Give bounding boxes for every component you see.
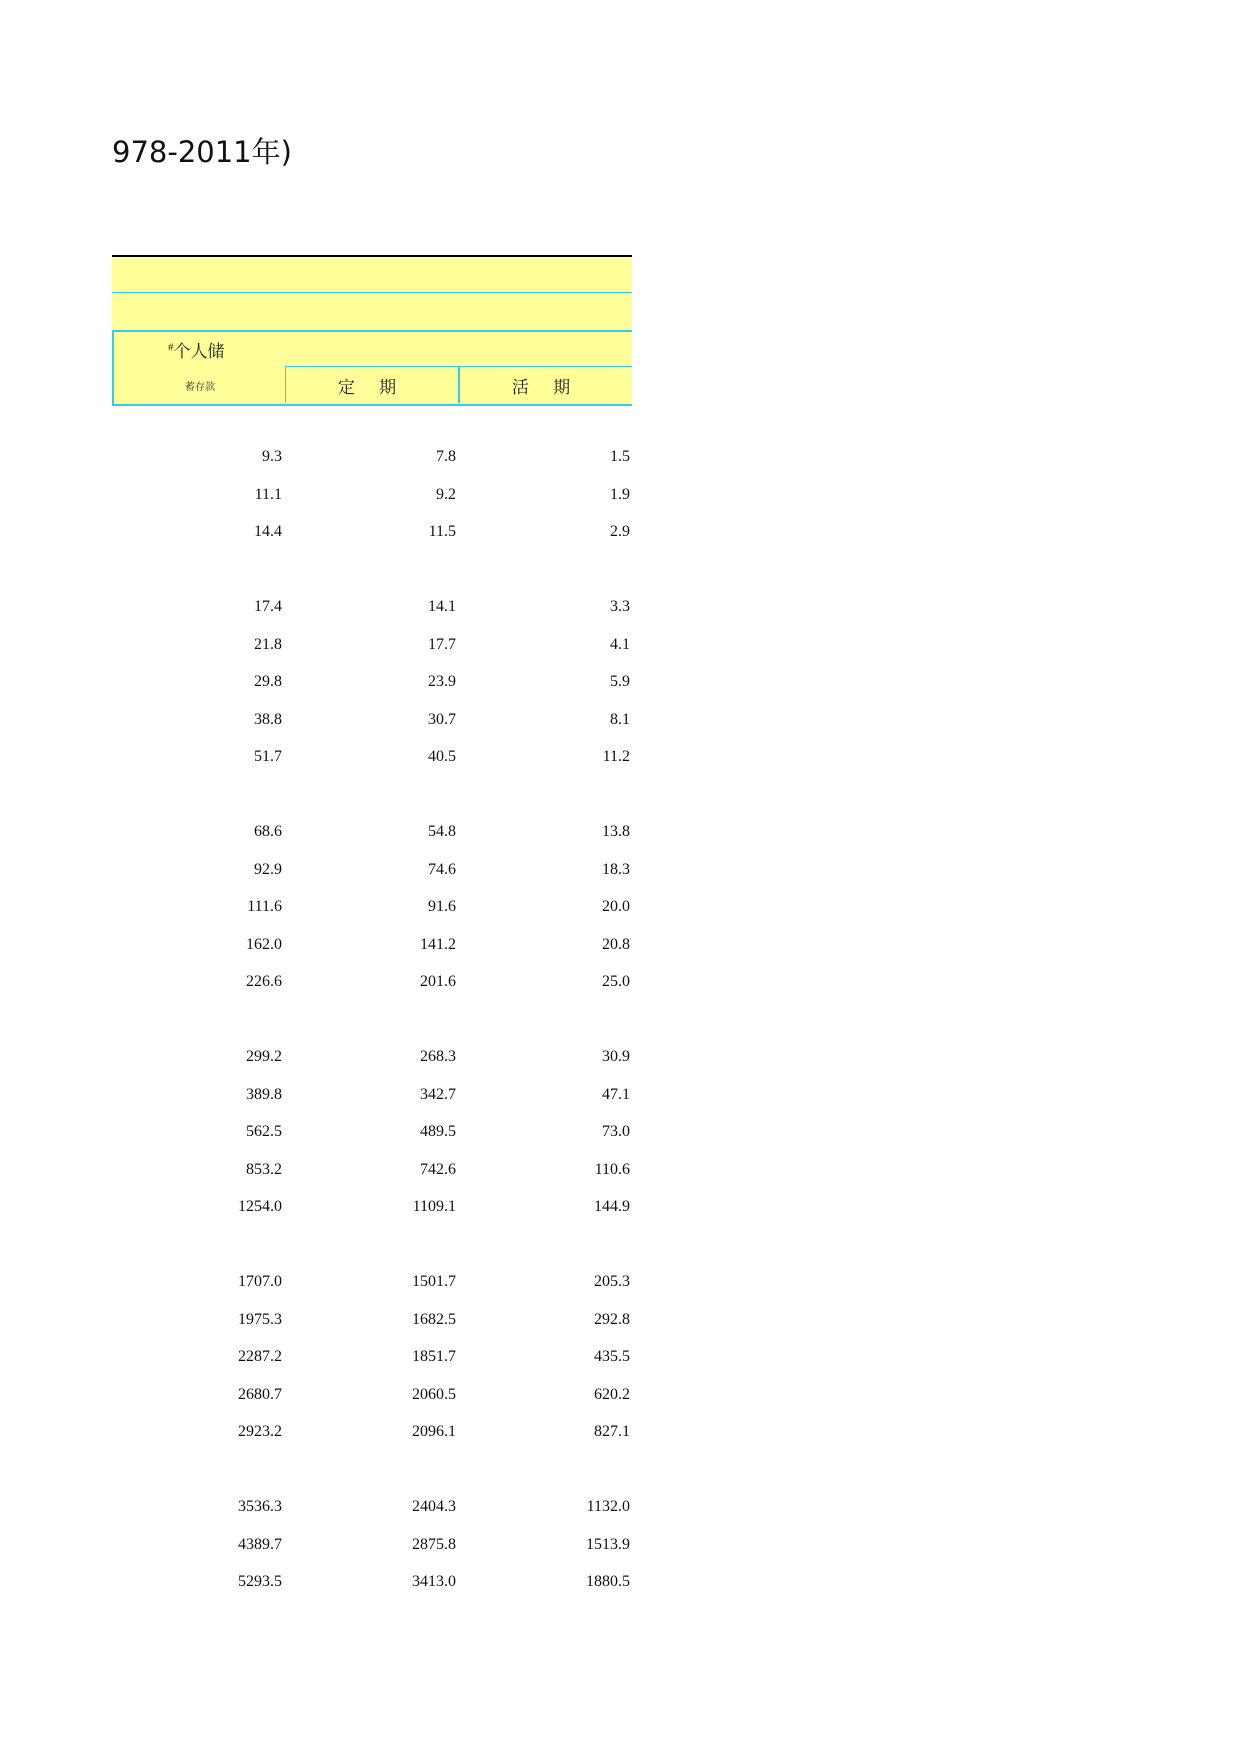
cell-personal-savings: 38.8	[254, 710, 282, 728]
cell-demand: 110.6	[594, 1160, 630, 1178]
page-title: 978-2011年)	[112, 135, 292, 169]
cell-personal-savings: 51.7	[254, 748, 282, 765]
cell-demand: 20.8	[602, 935, 630, 953]
cell-fixed-term: 141.2	[420, 935, 456, 953]
table-row	[112, 748, 632, 778]
cell-fixed-term: 30.7	[428, 710, 456, 728]
cell-fixed-term: 268.3	[420, 1048, 456, 1065]
cell-demand: 30.9	[602, 1048, 630, 1065]
cell-demand: 1880.5	[586, 1573, 630, 1590]
cell-fixed-term: 342.7	[420, 1085, 456, 1103]
cell-personal-savings: 29.8	[254, 673, 282, 690]
col-header-marker: #	[168, 341, 174, 354]
table-row	[112, 1123, 632, 1153]
table-row	[112, 1048, 632, 1078]
cell-fixed-term: 742.6	[420, 1160, 456, 1178]
cell-personal-savings: 299.2	[246, 1048, 282, 1065]
cell-demand: 827.1	[594, 1423, 630, 1440]
table-row	[112, 1536, 632, 1566]
cell-fixed-term: 40.5	[428, 748, 456, 765]
cell-demand: 620.2	[594, 1385, 630, 1403]
cell-demand: 1.9	[610, 485, 630, 503]
cell-fixed-term: 2096.1	[412, 1423, 456, 1440]
cell-personal-savings: 1254.0	[238, 1198, 282, 1215]
col-header-personal-savings	[168, 337, 225, 362]
cell-personal-savings: 389.8	[246, 1085, 282, 1103]
header-divider	[112, 292, 632, 293]
table-row	[112, 1198, 632, 1228]
cell-personal-savings: 5293.5	[238, 1573, 282, 1590]
cell-personal-savings: 21.8	[254, 635, 282, 653]
cell-personal-savings: 11.1	[254, 485, 282, 503]
cell-demand: 292.8	[594, 1310, 630, 1328]
cell-demand: 1.5	[610, 448, 630, 465]
cell-personal-savings: 1707.0	[238, 1273, 282, 1290]
cell-fixed-term: 17.7	[428, 635, 456, 653]
table-row	[112, 1086, 632, 1116]
table-row	[112, 973, 632, 1003]
cell-fixed-term: 1109.1	[412, 1198, 456, 1215]
cell-demand: 5.9	[610, 673, 630, 690]
table-row	[112, 523, 632, 553]
table-row	[112, 1386, 632, 1416]
cell-fixed-term: 3413.0	[412, 1573, 456, 1590]
cell-demand: 1132.0	[586, 1498, 630, 1515]
cell-demand: 435.5	[594, 1348, 630, 1365]
cell-demand: 3.3	[610, 598, 630, 615]
cell-personal-savings: 162.0	[246, 935, 282, 953]
col-header-fixed-term: 定 期	[285, 366, 459, 403]
cell-fixed-term: 7.8	[436, 448, 456, 465]
cell-demand: 73.0	[602, 1123, 630, 1140]
cell-demand: 2.9	[610, 523, 630, 540]
cell-personal-savings: 853.2	[246, 1160, 282, 1178]
cell-demand: 144.9	[594, 1198, 630, 1215]
cell-demand: 4.1	[610, 635, 630, 653]
cell-personal-savings: 2680.7	[238, 1385, 282, 1403]
table-row	[112, 673, 632, 703]
cell-personal-savings: 562.5	[246, 1123, 282, 1140]
header-top-rule	[112, 255, 632, 257]
cell-demand: 20.0	[602, 898, 630, 915]
cell-demand: 25.0	[602, 973, 630, 990]
cell-fixed-term: 2875.8	[412, 1535, 456, 1553]
cell-fixed-term: 54.8	[428, 823, 456, 840]
cell-demand: 18.3	[602, 860, 630, 878]
cell-personal-savings: 68.6	[254, 823, 282, 840]
table-row	[112, 1573, 632, 1603]
cell-personal-savings: 3536.3	[238, 1498, 282, 1515]
table-row	[112, 1423, 632, 1453]
cell-demand: 205.3	[594, 1273, 630, 1290]
cell-personal-savings: 4389.7	[238, 1535, 282, 1553]
table-row	[112, 636, 632, 666]
cell-demand: 47.1	[602, 1085, 630, 1103]
cell-fixed-term: 2404.3	[412, 1498, 456, 1515]
table-row	[112, 1273, 632, 1303]
cell-demand: 1513.9	[586, 1535, 630, 1553]
cell-fixed-term: 489.5	[420, 1123, 456, 1140]
table-row	[112, 1498, 632, 1528]
cell-personal-savings: 14.4	[254, 523, 282, 540]
col-header-deposits-sublabel: 蓄存款	[185, 382, 215, 393]
cell-personal-savings: 2923.2	[238, 1423, 282, 1440]
cell-fixed-term: 91.6	[428, 898, 456, 915]
cell-personal-savings: 17.4	[254, 598, 282, 615]
cell-fixed-term: 9.2	[436, 485, 456, 503]
table-row	[112, 448, 632, 478]
cell-fixed-term: 1851.7	[412, 1348, 456, 1365]
col-header-demand: 活 期	[459, 366, 632, 403]
cell-fixed-term: 11.5	[428, 523, 456, 540]
cell-fixed-term: 2060.5	[412, 1385, 456, 1403]
table-row	[112, 823, 632, 853]
cell-personal-savings: 226.6	[246, 973, 282, 990]
cell-fixed-term: 1682.5	[412, 1310, 456, 1328]
table-row	[112, 1311, 632, 1341]
cell-personal-savings: 2287.2	[238, 1348, 282, 1365]
cell-personal-savings: 1975.3	[238, 1310, 282, 1328]
table-row	[112, 936, 632, 966]
table-row	[112, 711, 632, 741]
cell-demand: 11.2	[602, 748, 630, 765]
table-row	[112, 898, 632, 928]
cell-personal-savings: 111.6	[247, 898, 282, 915]
cell-fixed-term: 23.9	[428, 673, 456, 690]
cell-demand: 8.1	[610, 710, 630, 728]
table-row	[112, 861, 632, 891]
table-row	[112, 1161, 632, 1191]
cell-fixed-term: 14.1	[428, 598, 456, 615]
cell-demand: 13.8	[602, 823, 630, 840]
cell-personal-savings: 9.3	[262, 448, 282, 465]
table-row	[112, 1348, 632, 1378]
cell-personal-savings: 92.9	[254, 860, 282, 878]
table-row	[112, 598, 632, 628]
cell-fixed-term: 1501.7	[412, 1273, 456, 1290]
table-header	[112, 255, 632, 405]
col-header-personal-savings-label: 个人储	[173, 342, 225, 361]
cell-fixed-term: 201.6	[420, 973, 456, 990]
table-row	[112, 486, 632, 516]
cell-fixed-term: 74.6	[428, 860, 456, 878]
